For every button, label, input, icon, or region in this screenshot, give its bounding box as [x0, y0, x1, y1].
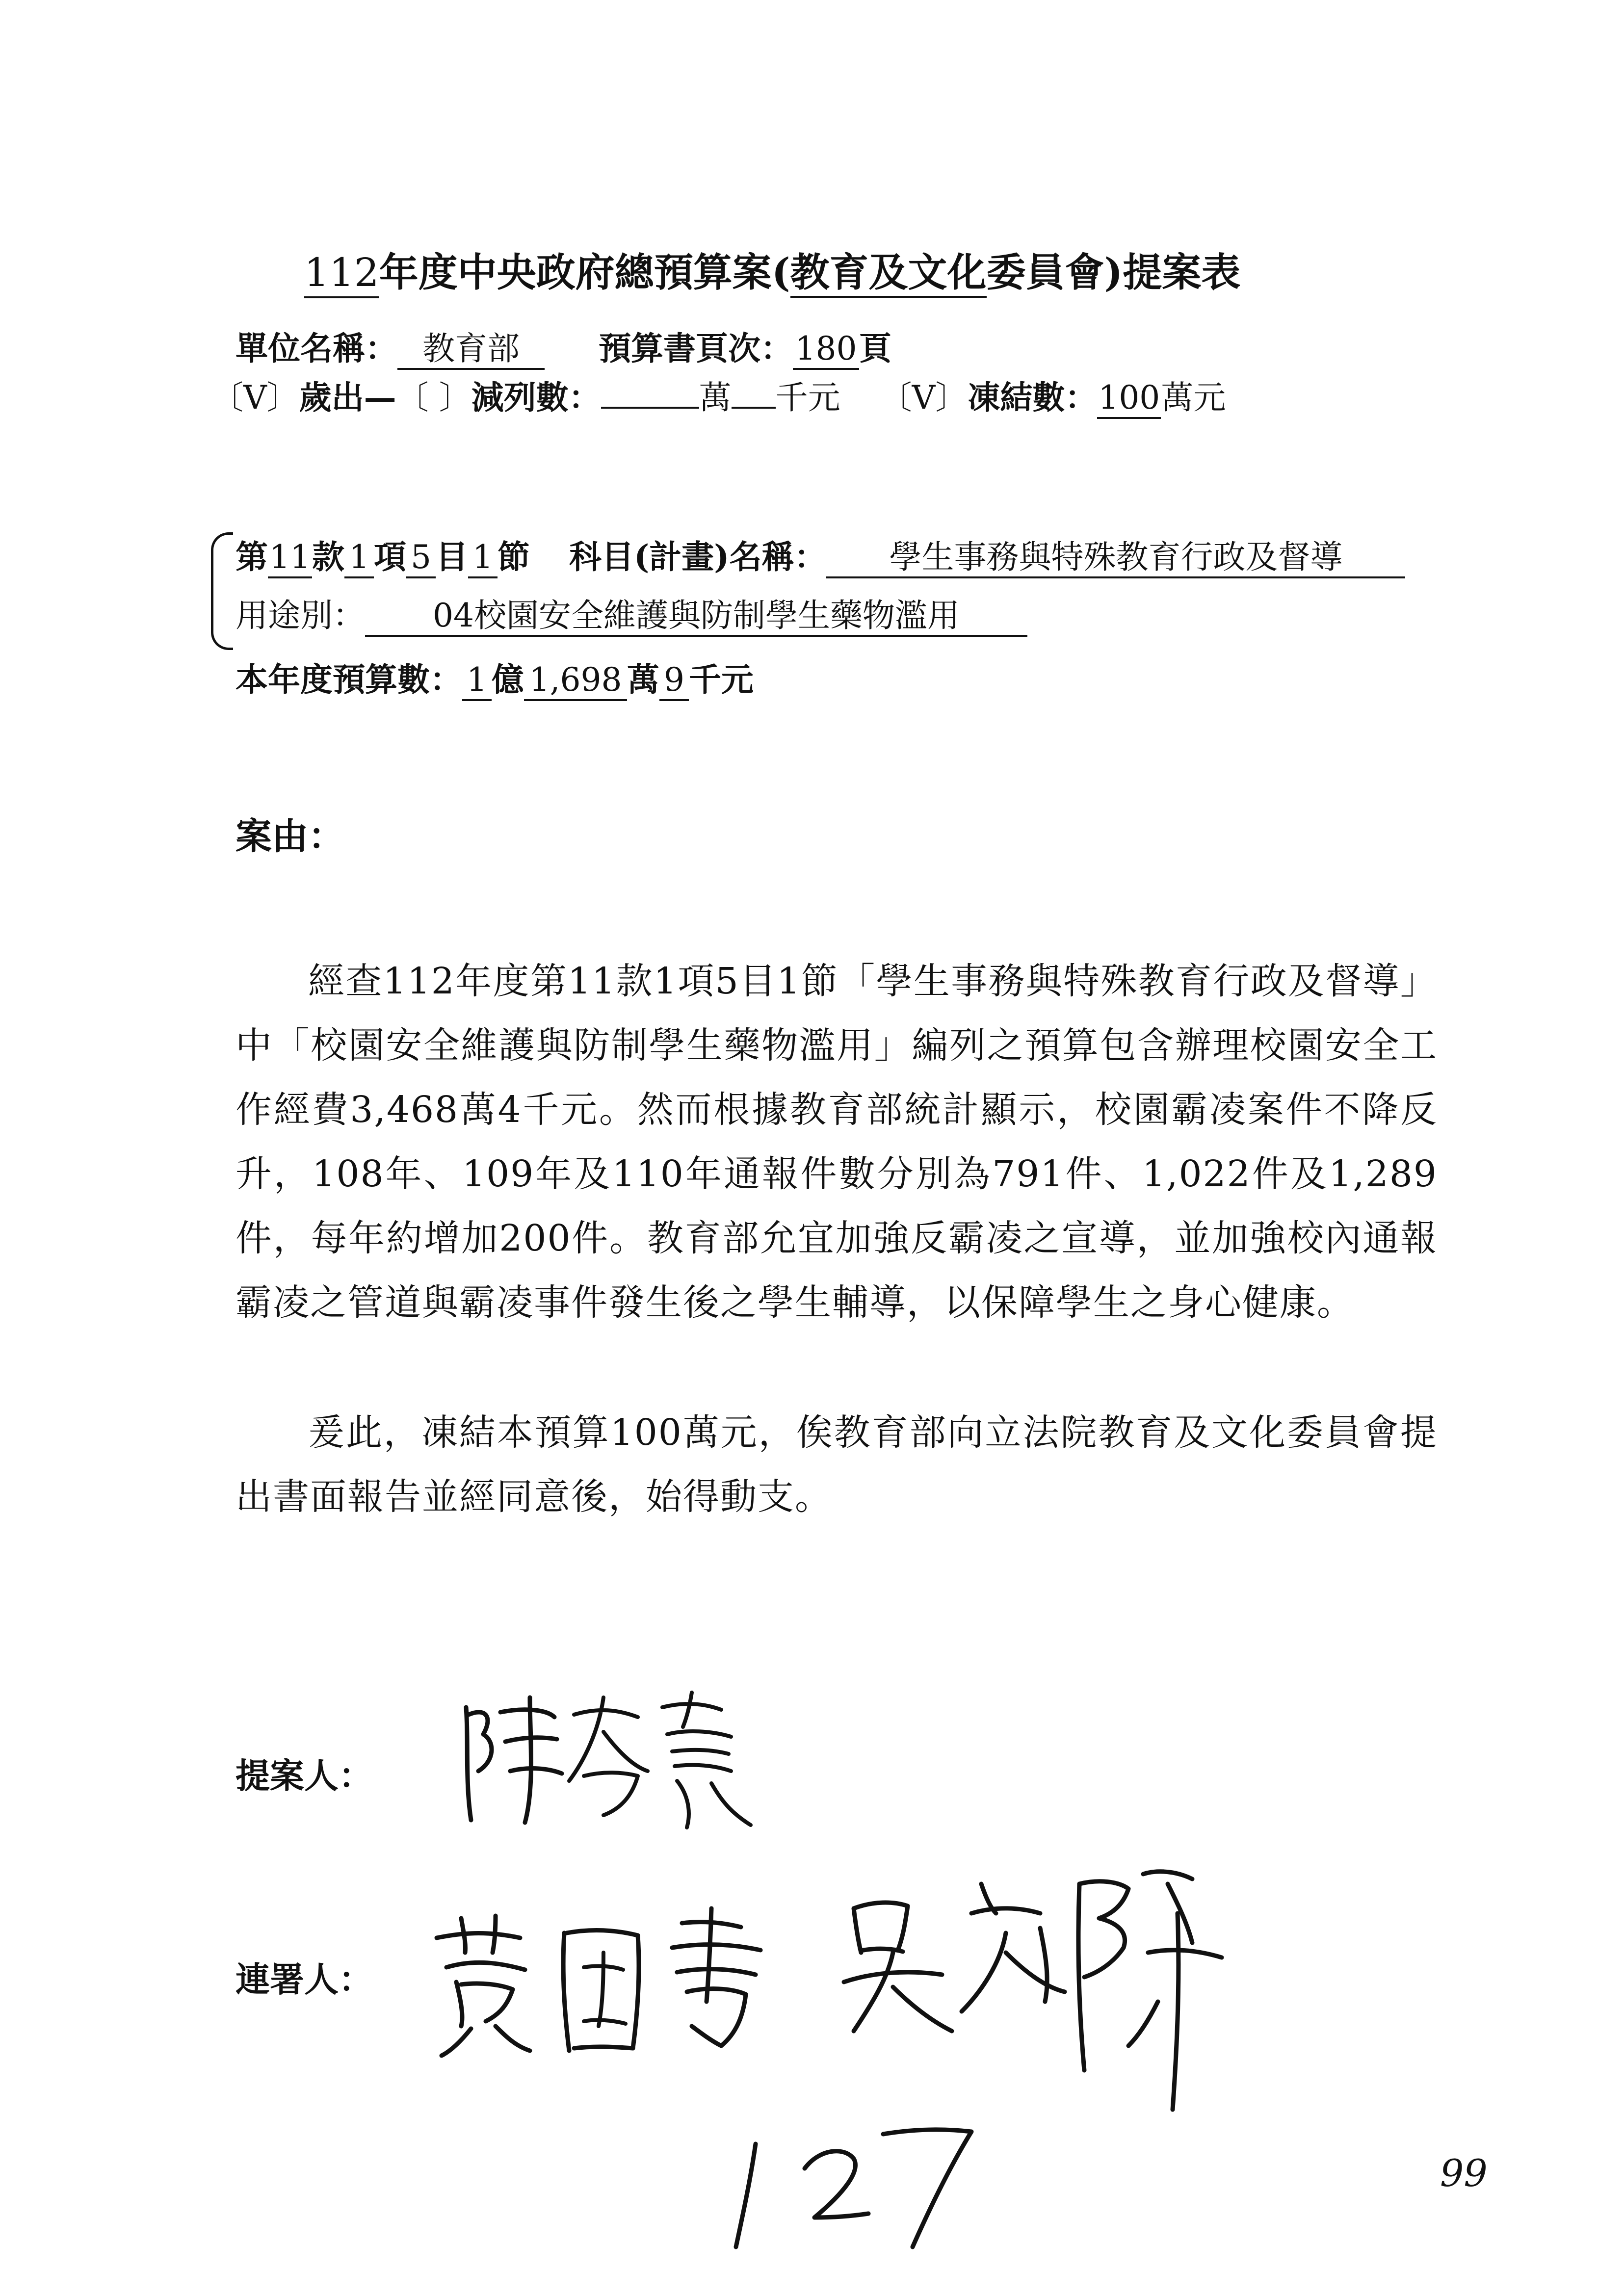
use-label: 用途別： — [236, 597, 365, 634]
proposer-signature-strokes — [456, 1688, 760, 1835]
document-title — [304, 245, 1240, 299]
item-line — [236, 535, 1405, 579]
cut-checkbox: 〔 〕 — [396, 379, 471, 417]
annual-budget-qian: 9 — [659, 661, 689, 701]
item-jie-unit: 節 — [498, 538, 530, 576]
reason-paragraph-1: 經查112年度第11款1項5目1節「學生事務與特殊教育行政及督導」中「校園安全維護與防制學生藥物濫用」編列之預算包含辦理校園安全工作經費3,468萬4千元。然而根據教育部統計顯示，校園霸凌案件不降反升，108年、109年及110年通報件數分別為791件、1,022件及1,289件，每年約增加200件。教育部允宜加強反霸凌之宣導，並加強校內通報霸凌之管道與霸凌事件發生後之學生輔導，以保障學生之身心健康。 — [236, 960, 1438, 1324]
cut-qian-unit: 千元 — [775, 379, 840, 417]
cosigner-label: 連署人： — [236, 1959, 373, 2000]
cosigner-2-strokes — [834, 1854, 1236, 2129]
cut-wan-unit: 萬 — [699, 379, 732, 417]
title-committee: 教育及文化 — [790, 249, 987, 298]
item-jie: 1 — [468, 538, 498, 578]
title-year: 112 — [304, 249, 379, 298]
item-xiang: 1 — [344, 538, 374, 578]
annual-budget-wan: 1,698 — [524, 661, 627, 701]
annual-budget-qian-unit: 千元 — [689, 660, 754, 699]
cosigner-signature-2 — [834, 1854, 1236, 2129]
freeze-value: 100 — [1097, 379, 1161, 419]
reason-body — [236, 949, 1438, 1335]
item-mu: 5 — [406, 538, 436, 578]
title-text-b: 委員會)提案表 — [986, 249, 1241, 295]
cosigner-1-strokes — [427, 1904, 800, 2061]
subject-name: 學生事務與特殊教育行政及督導 — [826, 538, 1405, 578]
freeze-unit: 萬元 — [1161, 379, 1226, 417]
reason-paragraph-2: 爰此，凍結本預算100萬元，俟教育部向立法院教育及文化委員會提出書面報告並經同意後，始得動支。 — [236, 1411, 1438, 1518]
expenditure-checkbox: 〔V〕 — [211, 379, 299, 417]
freeze-checkbox: 〔V〕 — [879, 379, 968, 417]
item-xiang-unit: 項 — [374, 538, 406, 576]
page-ref-value: 180 — [793, 330, 859, 370]
title-text-a: 年度中央政府總預算案( — [379, 249, 790, 295]
expenditure-label: 歲出— — [299, 378, 396, 417]
cut-wan-value — [601, 407, 699, 409]
page-ref-unit: 頁 — [859, 329, 891, 367]
proposer-label: 提案人： — [236, 1755, 373, 1796]
subject-bracket — [211, 532, 233, 650]
page-ref-label: 預算書頁次： — [599, 329, 793, 367]
unit-label: 單位名稱： — [236, 329, 397, 367]
page-number: 99 — [1440, 2151, 1488, 2195]
item-prefix: 第 — [236, 538, 268, 576]
handwritten-number-strokes — [716, 2100, 991, 2262]
item-kuan: 11 — [268, 538, 312, 578]
annual-budget-label: 本年度預算數： — [236, 660, 462, 699]
cosigner-signature-1 — [427, 1904, 800, 2061]
annual-budget-yi-unit: 億 — [492, 660, 524, 699]
unit-line — [236, 326, 891, 371]
freeze-label: 凍結數： — [968, 378, 1098, 417]
unit-name: 教育部 — [397, 330, 545, 370]
reason-label: 案由： — [236, 815, 344, 858]
cut-qian-value — [732, 407, 776, 409]
cut-label: 減列數： — [471, 378, 601, 417]
annual-budget-line — [236, 657, 754, 702]
annual-budget-wan-unit: 萬 — [627, 660, 659, 699]
subject-label: 科目(計畫)名稱： — [569, 538, 827, 576]
annual-budget-yi: 1 — [462, 661, 492, 701]
use-name: 04校園安全維護與防制學生藥物濫用 — [365, 597, 1027, 637]
resolution-body — [236, 1401, 1438, 1529]
budget-action-line — [211, 375, 1226, 420]
item-kuan-unit: 款 — [312, 538, 344, 576]
use-line — [236, 594, 1027, 638]
item-mu-unit: 目 — [436, 538, 468, 576]
proposer-signature — [456, 1688, 760, 1835]
handwritten-number — [716, 2100, 991, 2262]
